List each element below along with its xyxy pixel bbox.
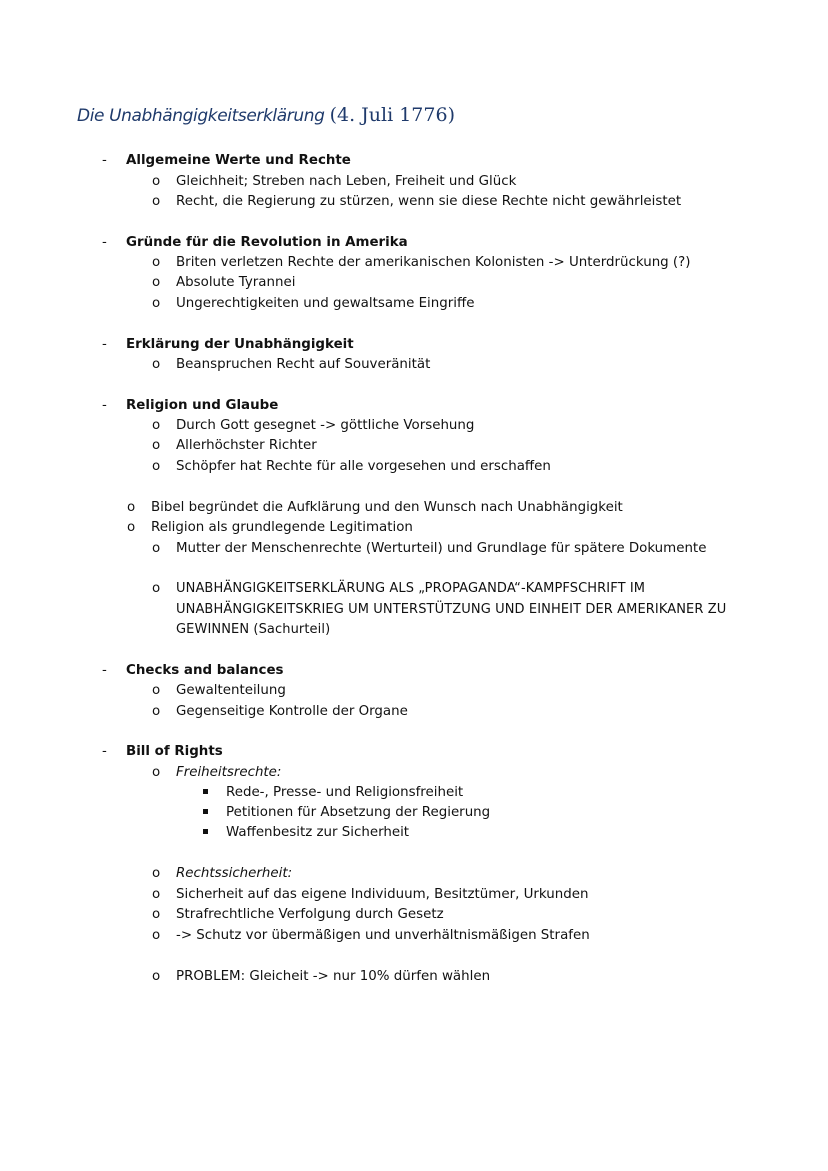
- list-item: Schöpfer hat Rechte für alle vorgesehen und erschaffen: [176, 459, 551, 474]
- caps-line: UNABHÄNGIGKEITSERKLÄRUNG ALS „PROPAGANDA“-KAMPFSCHRIFT IM: [176, 581, 646, 596]
- section-heading: Religion und Glaube: [126, 398, 279, 413]
- list-item: Gewaltenteilung: [176, 683, 286, 698]
- circle-bullet: o: [152, 765, 161, 780]
- title-date: (4. Juli 1776): [329, 104, 455, 126]
- circle-bullet: o: [127, 520, 136, 535]
- circle-bullet: o: [152, 255, 161, 270]
- circle-bullet: o: [152, 194, 161, 209]
- section-heading: Gründe für die Revolution in Amerika: [126, 235, 408, 250]
- sublist-label: Freiheitsrechte:: [176, 765, 282, 780]
- list-item: Rede-, Presse- und Religionsfreiheit: [226, 785, 464, 800]
- circle-bullet: o: [152, 581, 161, 596]
- problem-note: PROBLEM: Gleicheit -> nur 10% dürfen wählen: [176, 969, 491, 984]
- circle-bullet: o: [152, 438, 161, 453]
- circle-bullet: o: [152, 928, 161, 943]
- dash-bullet: -: [102, 398, 107, 413]
- list-item: Allerhöchster Richter: [176, 438, 317, 453]
- circle-bullet: o: [152, 704, 161, 719]
- section-heading: Erklärung der Unabhängigkeit: [126, 337, 354, 352]
- circle-bullet: o: [152, 887, 161, 902]
- circle-bullet: o: [152, 541, 161, 556]
- list-item: Petitionen für Absetzung der Regierung: [226, 805, 491, 820]
- circle-bullet: o: [152, 969, 161, 984]
- dash-bullet: -: [102, 153, 107, 168]
- circle-bullet: o: [152, 275, 161, 290]
- title-main: Die Unabhängigkeitserklärung: [77, 106, 325, 126]
- circle-bullet: o: [152, 296, 161, 311]
- circle-bullet: o: [152, 907, 161, 922]
- list-item: Bibel begründet die Aufklärung und den Wunsch nach Unabhängigkeit: [151, 500, 623, 515]
- dash-bullet: -: [102, 337, 107, 352]
- list-item: Religion als grundlegende Legitimation: [151, 520, 413, 535]
- list-item: Waffenbesitz zur Sicherheit: [226, 825, 410, 840]
- section-heading: Bill of Rights: [126, 744, 223, 759]
- dash-bullet: -: [102, 744, 107, 759]
- square-bullet: [203, 789, 208, 794]
- list-item: Durch Gott gesegnet -> göttliche Vorsehung: [176, 418, 475, 433]
- section-heading: Allgemeine Werte und Rechte: [126, 153, 351, 168]
- page-title: [77, 104, 455, 126]
- list-item: Strafrechtliche Verfolgung durch Gesetz: [176, 907, 444, 922]
- square-bullet: [203, 809, 208, 814]
- list-item: Sicherheit auf das eigene Individuum, Besitztümer, Urkunden: [176, 887, 589, 902]
- sublist-label: Rechtssicherheit:: [176, 866, 293, 881]
- list-item: Gegenseitige Kontrolle der Organe: [176, 704, 408, 719]
- square-bullet: [203, 829, 208, 834]
- circle-bullet: o: [152, 459, 161, 474]
- list-item: Beanspruchen Recht auf Souveränität: [176, 357, 431, 372]
- list-item: Recht, die Regierung zu stürzen, wenn sie diese Rechte nicht gewährleistet: [176, 194, 682, 209]
- list-item: Mutter der Menschenrechte (Werturteil) und Grundlage für spätere Dokumente: [176, 541, 707, 556]
- circle-bullet: o: [152, 174, 161, 189]
- dash-bullet: -: [102, 235, 107, 250]
- list-item: -> Schutz vor übermäßigen und unverhältnismäßigen Strafen: [176, 928, 590, 943]
- dash-bullet: -: [102, 663, 107, 678]
- caps-line: GEWINNEN (Sachurteil): [176, 622, 331, 637]
- caps-line: UNABHÄNGIGKEITSKRIEG UM UNTERSTÜTZUNG UND EINHEIT DER AMERIKANER ZU: [176, 602, 727, 617]
- list-item: Ungerechtigkeiten und gewaltsame Eingriffe: [176, 296, 475, 311]
- list-item: Briten verletzen Rechte der amerikanischen Kolonisten -> Unterdrückung (?): [176, 255, 691, 270]
- section-heading: Checks and balances: [126, 663, 284, 678]
- circle-bullet: o: [152, 683, 161, 698]
- circle-bullet: o: [127, 500, 136, 515]
- list-item: Gleichheit; Streben nach Leben, Freiheit und Glück: [176, 174, 517, 189]
- circle-bullet: o: [152, 866, 161, 881]
- list-item: Absolute Tyrannei: [176, 275, 296, 290]
- circle-bullet: o: [152, 418, 161, 433]
- circle-bullet: o: [152, 357, 161, 372]
